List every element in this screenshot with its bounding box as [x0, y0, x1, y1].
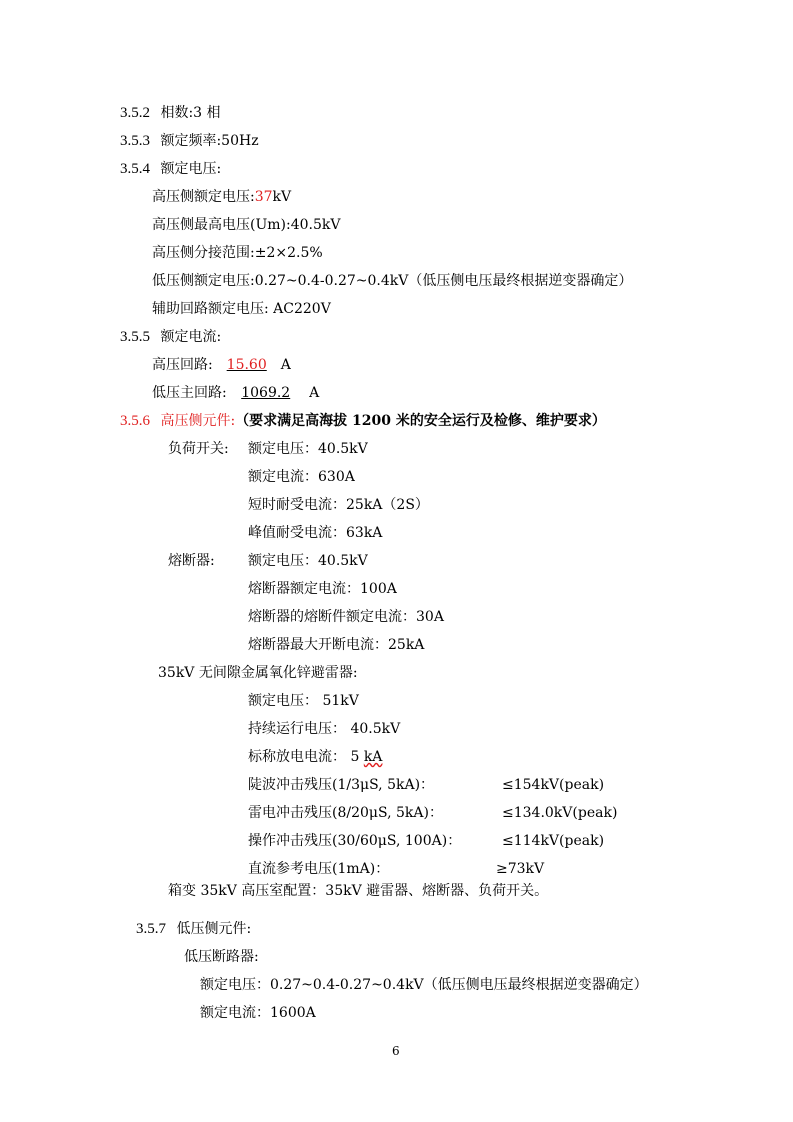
load-switch-item: 额定电流：630A — [248, 469, 355, 485]
nominal-current-unit: kA — [363, 749, 383, 765]
fuse-item: 额定电压：40.5kV — [248, 553, 368, 569]
section-number: 3.5.5 — [120, 329, 150, 345]
lv-current-unit: A — [309, 385, 320, 401]
hv-rated-unit: kV — [272, 189, 292, 205]
arrester-nominal-current — [248, 747, 382, 767]
lv-breaker-rated-current: 额定电流：1600A — [200, 1005, 316, 1021]
residual-label: 陡波冲击残压(1/3μS, 5kA)： — [248, 777, 435, 793]
load-switch-item: 峰值耐受电流：63kA — [248, 525, 383, 541]
hv-current-blank — [213, 355, 281, 375]
fuse-item: 熔断器最大开断电流：25kA — [248, 637, 425, 653]
rated-frequency: 额定频率:50Hz — [160, 133, 259, 149]
section-3-5-6 — [120, 411, 606, 431]
arrester-continuous-voltage: 持续运行电压： 40.5kV — [248, 721, 401, 737]
residual-voltage-row — [248, 775, 434, 795]
hv-current-unit: A — [280, 357, 291, 373]
section-title: 高压侧元件: — [160, 413, 236, 429]
section-number: 3.5.4 — [120, 161, 150, 177]
lv-current-value: 1069.2 — [241, 385, 291, 401]
residual-label: 雷电冲击残压(8/20μS, 5kA)： — [248, 805, 443, 821]
lv-rated-voltage: 低压侧额定电压:0.27~0.4-0.27~0.4kV（低压侧电压最终根据逆变器确定） — [152, 273, 633, 289]
section-title: 额定电流: — [160, 329, 222, 345]
hv-current-label: 高压回路: — [152, 357, 213, 373]
section-3-5-5 — [120, 327, 221, 347]
section-number: 3.5.3 — [120, 133, 150, 149]
lv-breaker-label: 低压断路器: — [184, 949, 259, 965]
section-3-5-4 — [120, 159, 221, 179]
section-3-5-7 — [136, 919, 251, 939]
section-title: 额定电压: — [160, 161, 222, 177]
section-number: 3.5.2 — [120, 105, 150, 121]
residual-value: ≤134.0kV(peak) — [502, 805, 618, 821]
load-switch-label: 负荷开关: — [168, 441, 229, 457]
fuse-item: 熔断器的熔断件额定电流：30A — [248, 609, 444, 625]
altitude-requirement: （要求满足高海拔 1200 米的安全运行及检修、维护要求） — [235, 413, 606, 429]
residual-voltage-row — [248, 831, 461, 851]
phase-count: 相数:3 相 — [160, 105, 221, 121]
section-3-5-3 — [120, 131, 259, 151]
section-number: 3.5.6 — [120, 413, 150, 429]
residual-label: 操作冲击残压(30/60μS, 100A)： — [248, 833, 462, 849]
hv-room-config: 箱变 35kV 高压室配置：35kV 避雷器、熔断器、负荷开关。 — [168, 883, 549, 899]
load-switch-item: 短时耐受电流：25kA（2S） — [248, 497, 429, 513]
residual-label: 直流参考电压(1mA)： — [248, 861, 390, 877]
section-title: 低压侧元件: — [176, 921, 252, 937]
nominal-current-label: 标称放电电流： 5 — [248, 749, 364, 765]
section-number: 3.5.7 — [136, 921, 166, 937]
hv-tap-range: 高压侧分接范围:±2×2.5% — [152, 245, 323, 261]
page-number: 6 — [392, 1044, 400, 1058]
hv-current-value: 15.60 — [226, 357, 267, 373]
hv-rated-value: 37 — [254, 189, 273, 205]
arrester-rated-voltage: 额定电压： 51kV — [248, 693, 359, 709]
residual-value: ≤114kV(peak) — [502, 833, 605, 849]
residual-voltage-row — [248, 803, 443, 823]
hv-max-voltage: 高压侧最高电压(Um):40.5kV — [152, 217, 341, 233]
aux-circuit-voltage: 辅助回路额定电压: AC220V — [152, 301, 331, 317]
section-3-5-2 — [120, 103, 221, 123]
residual-value: ≥73kV — [496, 861, 545, 877]
residual-voltage-row — [248, 859, 389, 879]
lv-breaker-rated-voltage: 额定电压：0.27~0.4-0.27~0.4kV（低压侧电压最终根据逆变器确定） — [200, 977, 648, 993]
hv-rated-label: 高压侧额定电压: — [152, 189, 255, 205]
lv-current-blank — [227, 383, 305, 403]
fuse-item: 熔断器额定电流：100A — [248, 581, 397, 597]
lv-main-current — [152, 383, 319, 403]
arrester-label: 35kV 无间隙金属氧化锌避雷器: — [158, 665, 358, 681]
hv-current — [152, 355, 291, 375]
fuse-label: 熔断器: — [168, 553, 215, 569]
load-switch-item: 额定电压：40.5kV — [248, 441, 368, 457]
lv-current-label: 低压主回路: — [152, 385, 227, 401]
hv-rated-voltage — [152, 187, 291, 207]
residual-value: ≤154kV(peak) — [502, 777, 605, 793]
